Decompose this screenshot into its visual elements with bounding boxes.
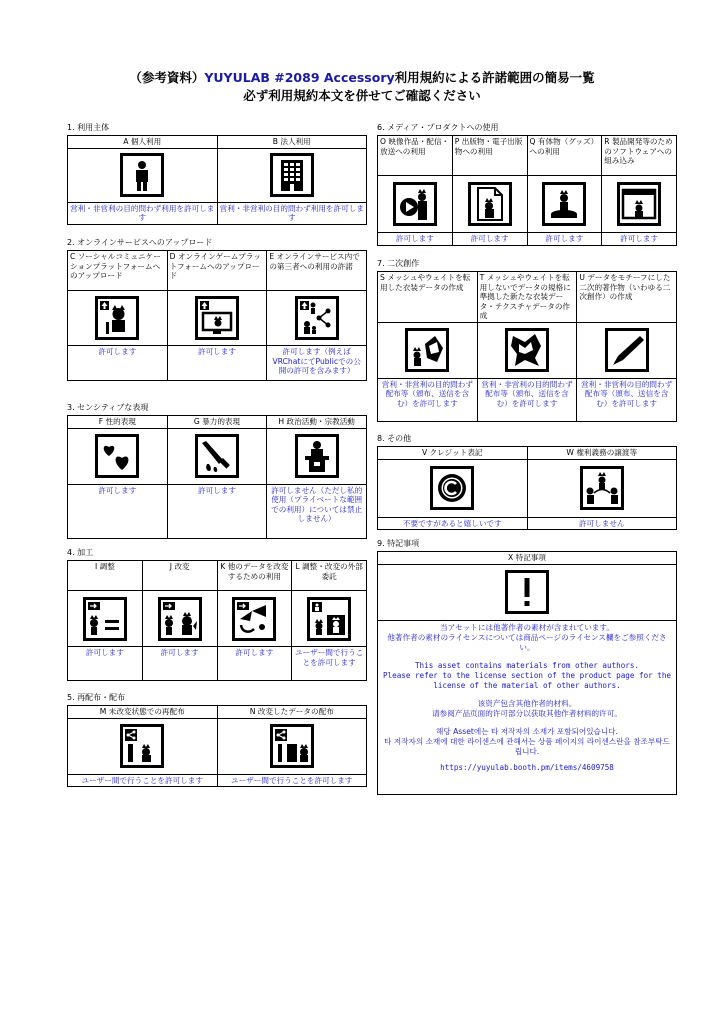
media-product-table [377,135,677,246]
note-line: 当アセットには他著作者の素材が含まれています。 [440,622,614,632]
col-head: X 特記事項 [378,552,677,565]
permission-text: ユーザー間で行うことを許可します [68,774,218,787]
col-head: K 他のデータを改変するための利用 [217,561,292,591]
note-ko [382,727,672,757]
note-line: 타 저작자의 소재에 대한 라이센스에 관해서는 상품 페이지의 라이센스란을 참조부탁드립니다. [384,736,670,756]
adjust-icon [68,591,143,647]
col-head: W 権利義務の譲渡等 [527,447,677,460]
col-head: L 調整・改変の外部委託 [292,561,367,591]
note-ja [382,623,672,653]
distribute-modified-icon [217,718,367,774]
col-head: M 未改変状態での再配布 [68,706,218,719]
permission-text: 営利・非営利の目的問わず利用を許可します [68,202,218,224]
col-head: E オンラインサービス内での第三者への利用の許諾 [267,251,367,291]
hearts-icon [68,428,168,484]
note-line: 해당 Asset에는 타 저작자의 소재가 포함되어있습니다. [436,726,618,736]
new-costume-icon [477,322,577,378]
permission-text: ユーザー間で行うことを許可します [217,774,367,787]
section-usage-subject [67,122,367,225]
permission-text: 許可します [68,346,168,381]
col-head: H 政治活動・宗教活動 [267,416,367,429]
publication-icon [452,176,527,233]
section-sensitive [67,402,367,539]
section-title: 5. 再配布・配布 [67,693,126,702]
section-special-notes [377,538,677,795]
share-third-party-icon [267,291,367,346]
col-head: P 出版物・電子出版物への利用 [452,136,527,176]
upload-avatar-icon [68,291,168,346]
copyright-icon [378,459,528,517]
mesh-transfer-icon [378,322,478,378]
permission-text: 許可しません [527,517,677,530]
permission-text: 許可します（例えばVRChatにてPublicでの公開の許可を含みます） [267,346,367,381]
col-head: F 性的表現 [68,416,168,429]
upload-monitor-icon [167,291,267,346]
col-head: B 法人利用 [217,136,367,149]
col-head: G 暴力的表現 [167,416,267,429]
section-title: 1. 利用主体 [67,123,110,132]
col-head: O 映像作品・配信・放送への利用 [378,136,453,176]
note-line: Please refer to the license section of the product page for the license of the material of other authors. [382,670,672,690]
col-head: J 改変 [142,561,217,591]
note-line: This asset contains materials from other authors. [414,660,640,670]
permission-text: 許可します [167,484,267,538]
col-head: Q 有体物（グッズ）への利用 [527,136,602,176]
section-derivative [377,258,677,422]
video-icon [378,176,453,233]
permission-text: 許可します [452,233,527,246]
permission-text: ユーザー間で行うことを許可します [292,647,367,681]
permission-text: 許可します [378,233,453,246]
note-en [382,661,672,691]
col-head: A 個人利用 [68,136,218,149]
note-line: 该资产包含其他作者的材料。 [477,698,577,708]
outsource-icon [292,591,367,647]
knife-icon [167,428,267,484]
title-suffix: 利用規約による許諾範囲の簡易一覧 [394,70,595,85]
section-title: 3. センシティブな表現 [67,403,149,412]
col-head: U データをモチーフにした二次的著作物（いわゆる二次創作）の作成 [577,272,677,323]
usage-subject-table [67,135,367,225]
derivative-table [377,271,677,422]
special-notes-table [377,551,677,795]
section-title: 8. その他 [377,434,412,443]
title-prefix: （参考資料） [129,70,205,85]
building-icon [217,148,367,202]
permission-text: 許可します [527,233,602,246]
permission-text: 営利・非営利の目的問わず配布等（頒布、送信を含む）を許可します [378,378,478,421]
note-zh [382,699,672,719]
use-for-other-icon [217,591,292,647]
permission-text: 許可します [602,233,677,246]
col-head: I 調整 [68,561,143,591]
note-line: 他著作者の素材のライセンスについては商品ページのライセンス欄をご参照ください。 [387,632,667,652]
podium-icon [267,428,367,484]
permission-text: 不要ですがあると嬉しいです [378,517,528,530]
transfer-rights-icon [527,459,677,517]
permission-text: 許可します [167,346,267,381]
permission-text: 許可します [217,647,292,681]
page-subtitle: 必ず利用規約本文を併せてご確認ください [243,88,481,103]
section-other [377,433,677,530]
col-head: T メッシュやウェイトを転用しないでデータの規格に準拠した新たな衣装データ・テクスチャデータの作成 [477,272,577,323]
permission-text: 許可しません（ただし私的使用（プライベートな範囲での利用）については禁止しません） [267,484,367,538]
permission-text: 許可します [68,484,168,538]
section-title: 9. 特記事項 [377,539,420,548]
col-head: N 改変したデータの配布 [217,706,367,719]
permission-text: 許可します [68,647,143,681]
page-title [0,68,724,86]
note-line: 请参阅产品页面的许可部分以获取其他作者材料的许可。 [432,708,622,718]
redistribute-icon [68,718,218,774]
notes-cell [378,620,677,794]
section-redistribution [67,692,367,787]
section-media-product [377,122,677,246]
permission-text: 営利・非営利の目的問わず利用を許可します [217,202,367,224]
permission-text: 営利・非営利の目的問わず配布等（頒布、送信を含む）を許可します [477,378,577,421]
product-url-link[interactable]: https://yuyulab.booth.pm/items/4609758 [440,762,614,772]
section-title: 6. メディア・プロダクトへの使用 [377,123,499,132]
col-head: D オンラインゲームプラットフォームへのアップロード [167,251,267,291]
modify-icon [142,591,217,647]
processing-table [67,560,367,681]
section-title: 7. 二次創作 [377,259,420,268]
title-product: YUYULAB #2089 Accessory [204,70,395,85]
figure-icon [527,176,602,233]
software-icon [602,176,677,233]
col-head: V クレジット表記 [378,447,528,460]
exclamation-icon [378,564,677,620]
permission-text: 許可します [142,647,217,681]
col-head: R 製品開発等のためのソフトウェアへの組み込み [602,136,677,176]
sensitive-table [67,415,367,539]
section-title: 2. オンラインサービスへのアップロード [67,238,213,247]
col-head: S メッシュやウェイトを転用した衣装データの作成 [378,272,478,323]
pen-icon [577,322,677,378]
section-online-upload [67,237,367,381]
section-processing [67,547,367,681]
online-upload-table [67,250,367,381]
section-title: 4. 加工 [67,548,94,557]
person-icon [68,148,218,202]
col-head: C ソーシャルコミュニケーションプラットフォームへのアップロード [68,251,168,291]
redistribution-table [67,705,367,787]
permission-text: 営利・非営利の目的問わず配布等（頒布、送信を含む）を許可します [577,378,677,421]
other-table [377,446,677,530]
